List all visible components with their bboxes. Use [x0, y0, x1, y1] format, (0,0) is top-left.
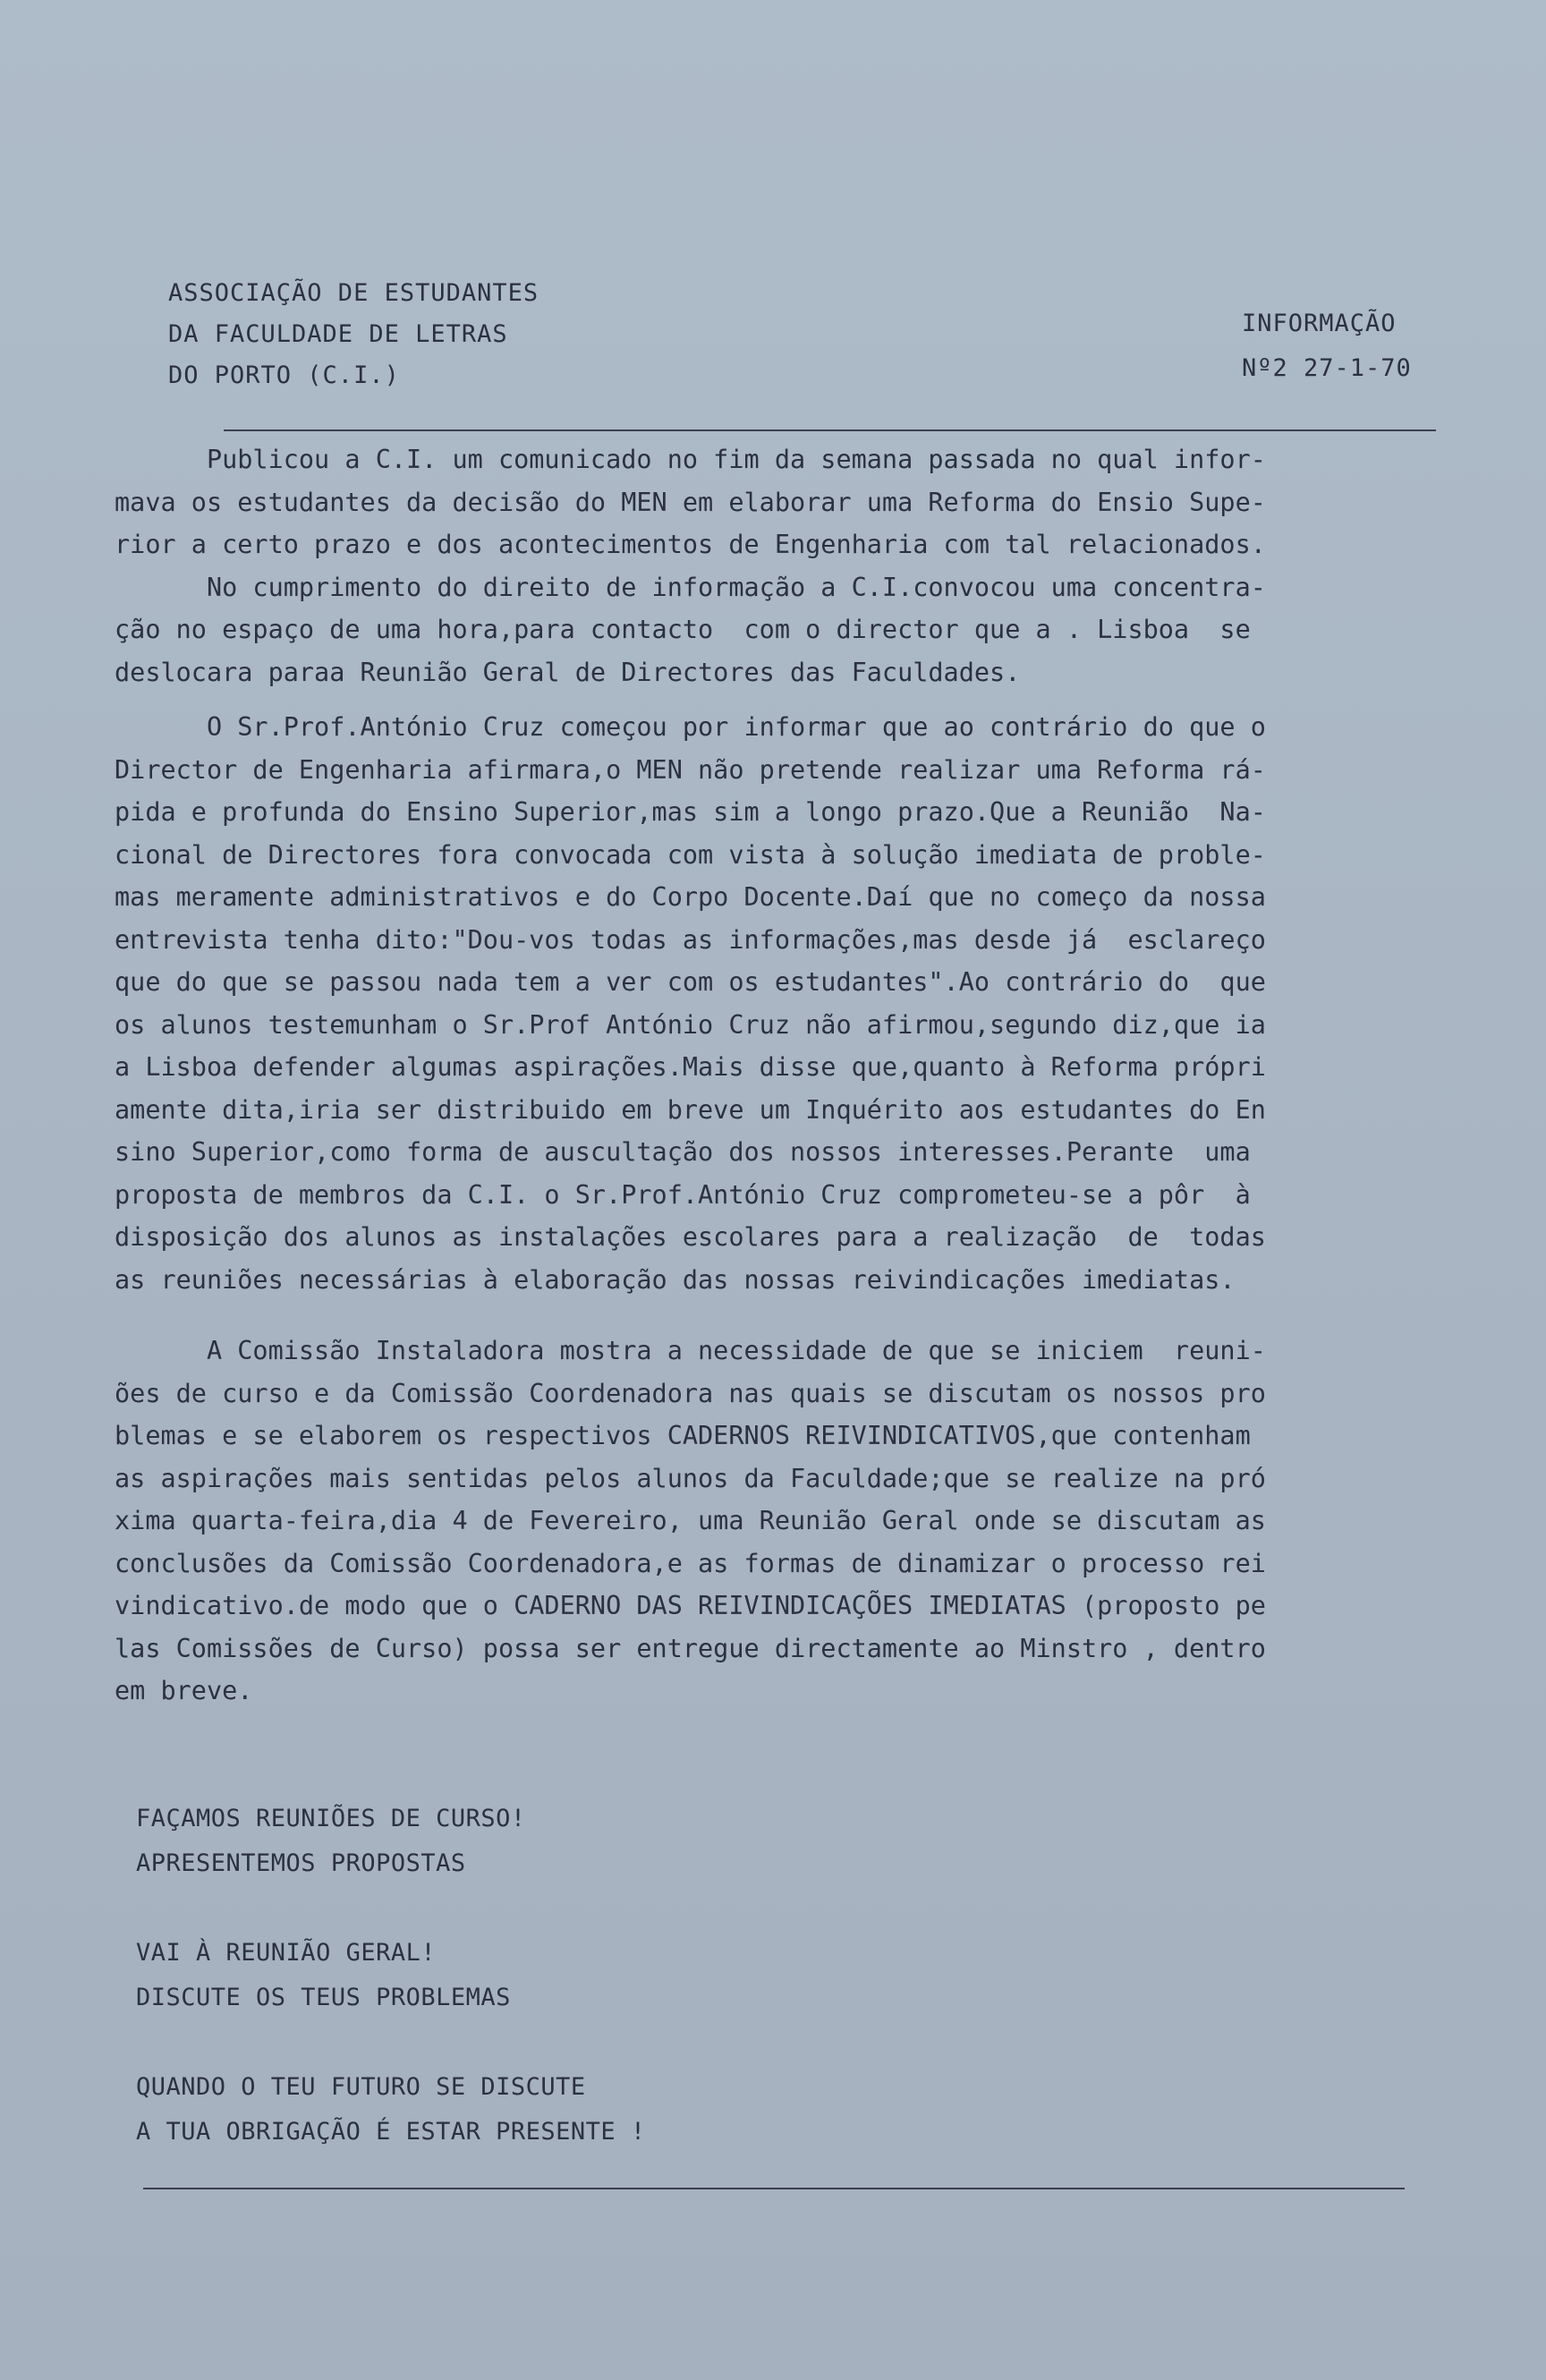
text-line: cional de Directores fora convocada com vista à solução imediata de proble-: [115, 839, 1266, 870]
text-line: deslocara paraa Reunião Geral de Directores das Faculdades.: [115, 657, 1021, 687]
paragraph-4: [115, 1330, 1457, 1713]
text-line: amente dita,iria ser distribuido em breve um Inquérito aos estudantes do En: [115, 1094, 1266, 1125]
info-number-date: Nº2 27-1-70: [1242, 354, 1412, 382]
text-line: Director de Engenharia afirmara,o MEN não pretende realizar uma Reforma rá-: [115, 754, 1266, 785]
text-line: blemas e se elaborem os respectivos CADERNOS REIVINDICATIVOS,que contenham: [115, 1421, 1251, 1450]
text-line: pida e profunda do Ensino Superior,mas sim a longo prazo.Que a Reunião Na-: [115, 797, 1266, 827]
slogan-line: VAI À REUNIÃO GERAL!: [136, 1939, 437, 1967]
text-line: os alunos testemunham o Sr.Prof António Cruz não afirmou,segundo diz,que ia: [115, 1009, 1266, 1040]
slogan-group: [136, 1931, 646, 2020]
text-line: ões de curso e da Comissão Coordenadora nas quais se discutam os nossos pro: [115, 1378, 1266, 1408]
text-line: proposta de membros da C.I. o Sr.Prof.António Cruz comprometeu-se a pôr à: [115, 1179, 1251, 1210]
header-line-3: DO PORTO (C.I.): [168, 361, 400, 389]
text-line: mava os estudantes da decisão do MEN em elaborar uma Reforma do Ensio Supe-: [115, 487, 1266, 517]
slogan-line: FAÇAMOS REUNIÕES DE CURSO!: [136, 1805, 526, 1832]
text-line: xima quarta-feira,dia 4 de Fevereiro, uma Reunião Geral onde se discutam as: [115, 1506, 1266, 1535]
slogan-line: APRESENTEMOS PROPOSTAS: [136, 1849, 466, 1877]
text-line: A Comissão Instaladora mostra a necessidade de que se iniciem reuni-: [115, 1336, 1266, 1365]
text-line: No cumprimento do direito de informação a C.I.convocou uma concentra-: [115, 572, 1266, 602]
bottom-divider: [143, 2188, 1405, 2189]
text-line: as aspirações mais sentidas pelos alunos da Faculdade;que se realize na pró: [115, 1463, 1266, 1493]
text-line: ção no espaço de uma hora,para contacto com o director que a . Lisboa se: [115, 615, 1251, 644]
text-line: disposição dos alunos as instalações escolares para a realização de todas: [115, 1222, 1266, 1252]
slogan-line: A TUA OBRIGAÇÃO É ESTAR PRESENTE !: [136, 2118, 646, 2146]
info-title: INFORMAÇÃO: [1242, 310, 1397, 337]
header-line-2: DA FACULDADE DE LETRAS: [168, 320, 508, 348]
text-line: as reuniões necessárias à elaboração das nossas reivindicações imediatas.: [115, 1264, 1236, 1295]
paragraph-3: [115, 706, 1457, 1301]
paragraph-2: [115, 566, 1457, 694]
slogan-line: QUANDO O TEU FUTURO SE DISCUTE: [136, 2073, 586, 2101]
text-line: Publicou a C.I. um comunicado no fim da semana passada no qual infor-: [115, 445, 1266, 474]
text-line: rior a certo prazo e dos acontecimentos de Engenharia com tal relacionados.: [115, 530, 1266, 559]
header-line-1: ASSOCIAÇÃO DE ESTUDANTES: [168, 279, 539, 307]
body-text: [115, 438, 1457, 1713]
slogan-line: DISCUTE OS TEUS PROBLEMAS: [136, 1984, 511, 2011]
text-line: conclusões da Comissão Coordenadora,e as formas de dinamizar o processo rei: [115, 1548, 1266, 1578]
text-line: sino Superior,como forma de auscultação dos nossos interesses.Perante uma: [115, 1137, 1251, 1167]
slogans: [136, 1797, 646, 2155]
text-line: mas meramente administrativos e do Corpo Docente.Daí que no começo da nossa: [115, 882, 1266, 912]
association-header: [168, 273, 539, 396]
text-line: entrevista tenha dito:"Dou-vos todas as informações,mas desde já esclareço: [115, 924, 1266, 955]
text-line: O Sr.Prof.António Cruz começou por informar que ao contrário do que o: [115, 712, 1266, 742]
text-line: que do que se passou nada tem a ver com os estudantes".Ao contrário do que: [115, 967, 1266, 997]
text-line: las Comissões de Curso) possa ser entregue directamente ao Minstro , dentro: [115, 1633, 1266, 1663]
text-line: a Lisboa defender algumas aspirações.Mais disse que,quanto à Reforma própri: [115, 1052, 1266, 1082]
slogan-group: [136, 1797, 646, 1886]
info-header: [1242, 302, 1412, 391]
slogan-group: [136, 2065, 646, 2155]
paragraph-1: [115, 438, 1457, 566]
top-divider: [224, 429, 1436, 431]
text-line: em breve.: [115, 1676, 253, 1705]
text-line: vindicativo.de modo que o CADERNO DAS REIVINDICAÇÕES IMEDIATAS (proposto pe: [115, 1591, 1266, 1620]
